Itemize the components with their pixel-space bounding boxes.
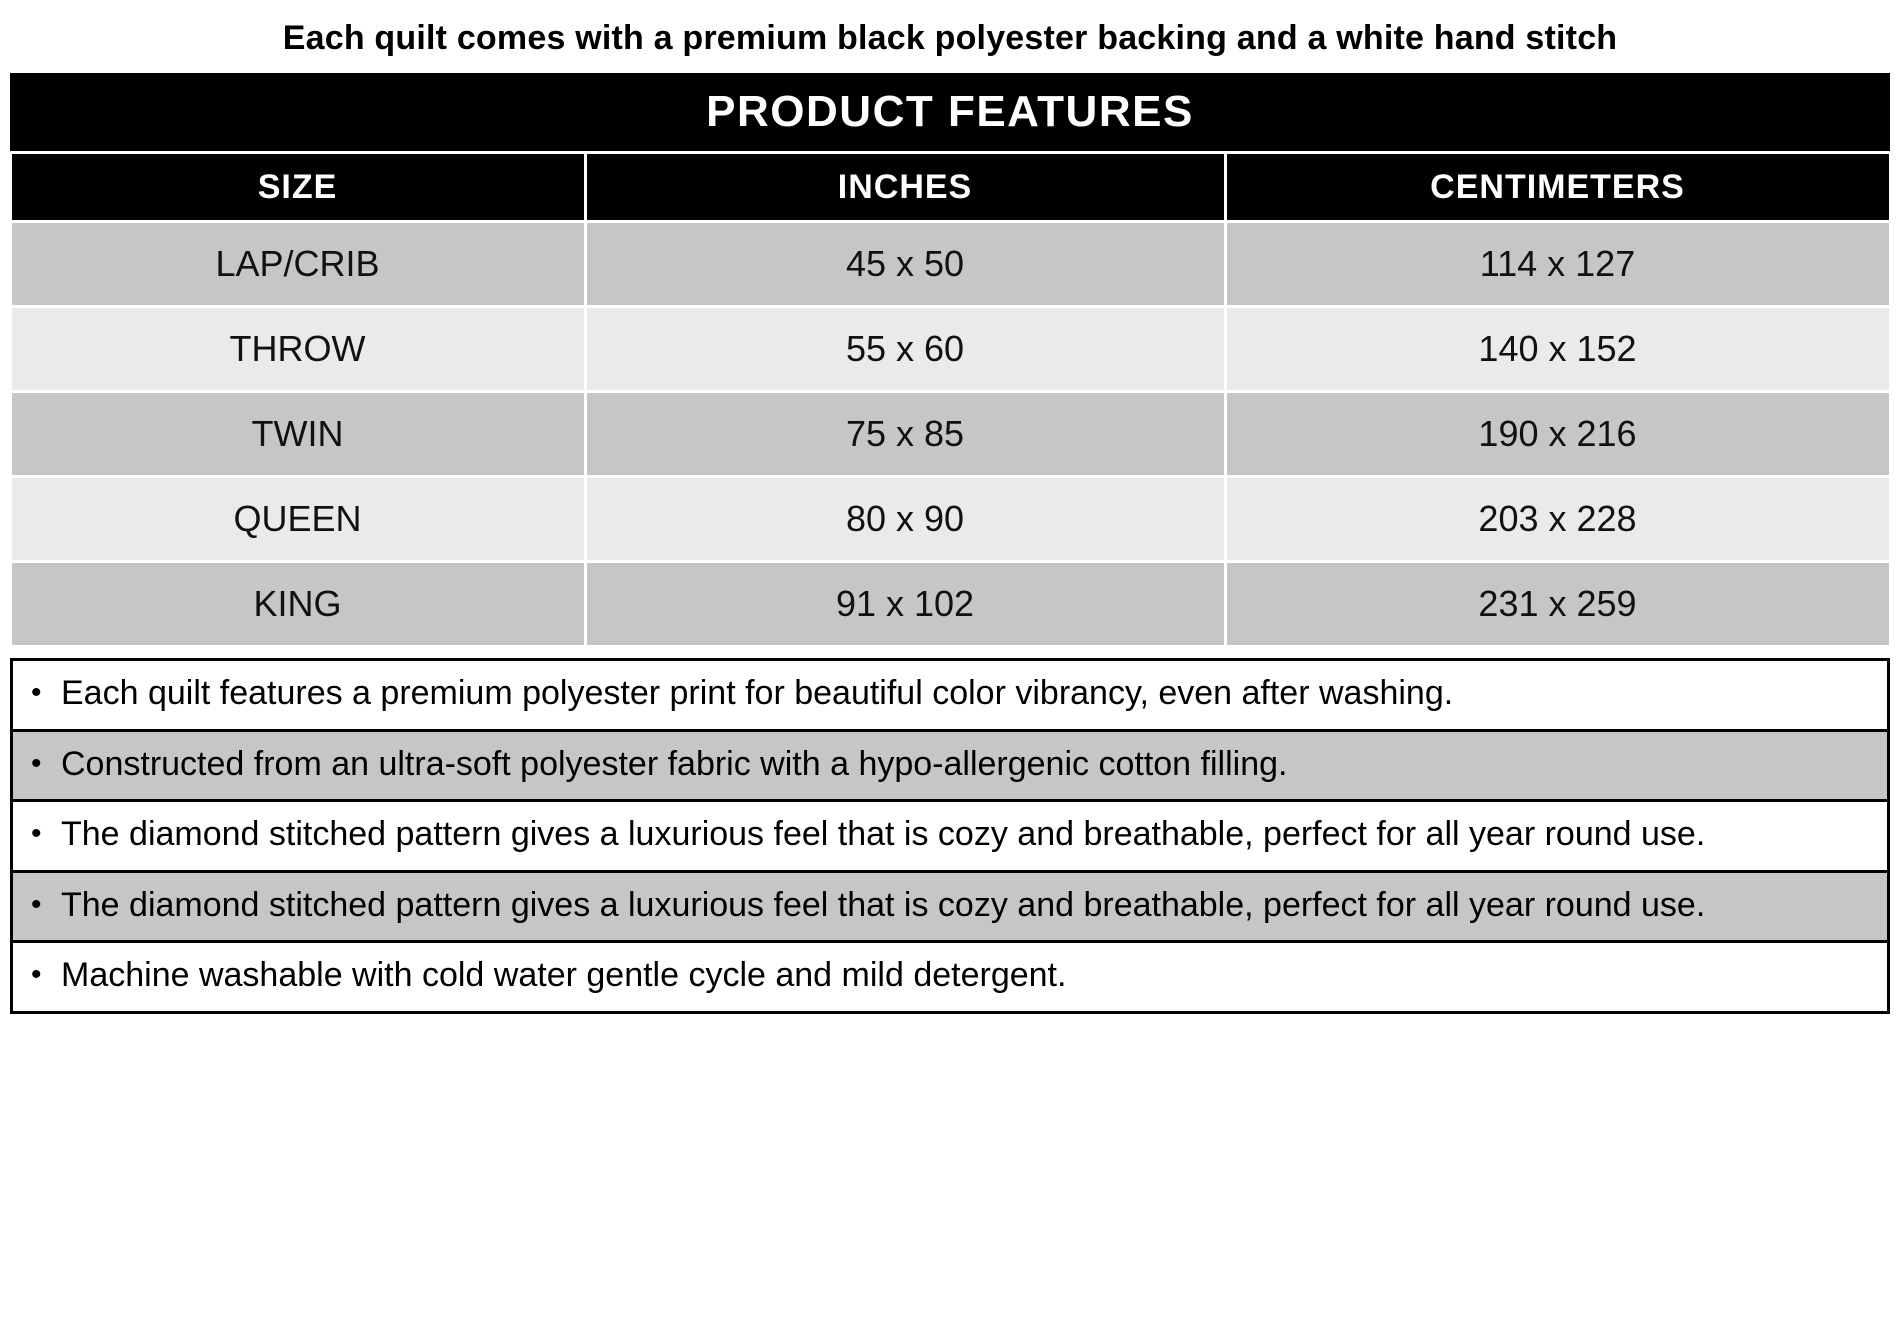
bullet-icon: • xyxy=(31,746,42,780)
cell-cm: 231 x 259 xyxy=(1225,562,1890,647)
table-title-row xyxy=(10,73,1890,153)
product-features-table xyxy=(9,73,1892,648)
bullet-icon: • xyxy=(31,958,42,992)
cell-cm: 140 x 152 xyxy=(1225,307,1890,392)
cell-size: TWIN xyxy=(10,392,585,477)
list-item-text: Constructed from an ultra-soft polyester fabric with a hypo-allergenic cotton filling. xyxy=(61,744,1288,783)
bullet-icon: • xyxy=(31,817,42,851)
column-header-centimeters: CENTIMETERS xyxy=(1225,153,1890,222)
list-item xyxy=(13,732,1887,802)
list-item-text: The diamond stitched pattern gives a luxurious feel that is cozy and breathable, perfect for all year round use. xyxy=(61,885,1706,924)
cell-size: QUEEN xyxy=(10,477,585,562)
list-item xyxy=(13,661,1887,731)
bullet-icon: • xyxy=(31,887,42,921)
cell-size: THROW xyxy=(10,307,585,392)
cell-size: LAP/CRIB xyxy=(10,222,585,307)
cell-inches: 55 x 60 xyxy=(585,307,1225,392)
list-item xyxy=(13,943,1887,1010)
feature-bullet-list xyxy=(10,658,1890,1013)
bullet-icon: • xyxy=(31,676,42,710)
column-header-size: SIZE xyxy=(10,153,585,222)
page-title: Each quilt comes with a premium black polyester backing and a white hand stitch xyxy=(282,19,1618,57)
cell-cm: 190 x 216 xyxy=(1225,392,1890,477)
table-row xyxy=(10,392,1890,477)
list-item xyxy=(13,802,1887,872)
cell-inches: 91 x 102 xyxy=(585,562,1225,647)
cell-inches: 45 x 50 xyxy=(585,222,1225,307)
list-item-text: The diamond stitched pattern gives a luxurious feel that is cozy and breathable, perfect for all year round use. xyxy=(61,815,1706,854)
table-row xyxy=(10,562,1890,647)
list-item-text: Machine washable with cold water gentle cycle and mild detergent. xyxy=(61,956,1067,995)
list-item xyxy=(13,873,1887,943)
table-header-row xyxy=(10,153,1890,222)
list-item-text: Each quilt features a premium polyester print for beautiful color vibrancy, even after washing. xyxy=(61,674,1454,713)
column-header-inches: INCHES xyxy=(585,153,1225,222)
table-row xyxy=(10,222,1890,307)
cell-size: KING xyxy=(10,562,585,647)
cell-inches: 80 x 90 xyxy=(585,477,1225,562)
cell-cm: 203 x 228 xyxy=(1225,477,1890,562)
table-row xyxy=(10,477,1890,562)
table-title: PRODUCT FEATURES xyxy=(10,73,1890,153)
table-row xyxy=(10,307,1890,392)
cell-cm: 114 x 127 xyxy=(1225,222,1890,307)
cell-inches: 75 x 85 xyxy=(585,392,1225,477)
